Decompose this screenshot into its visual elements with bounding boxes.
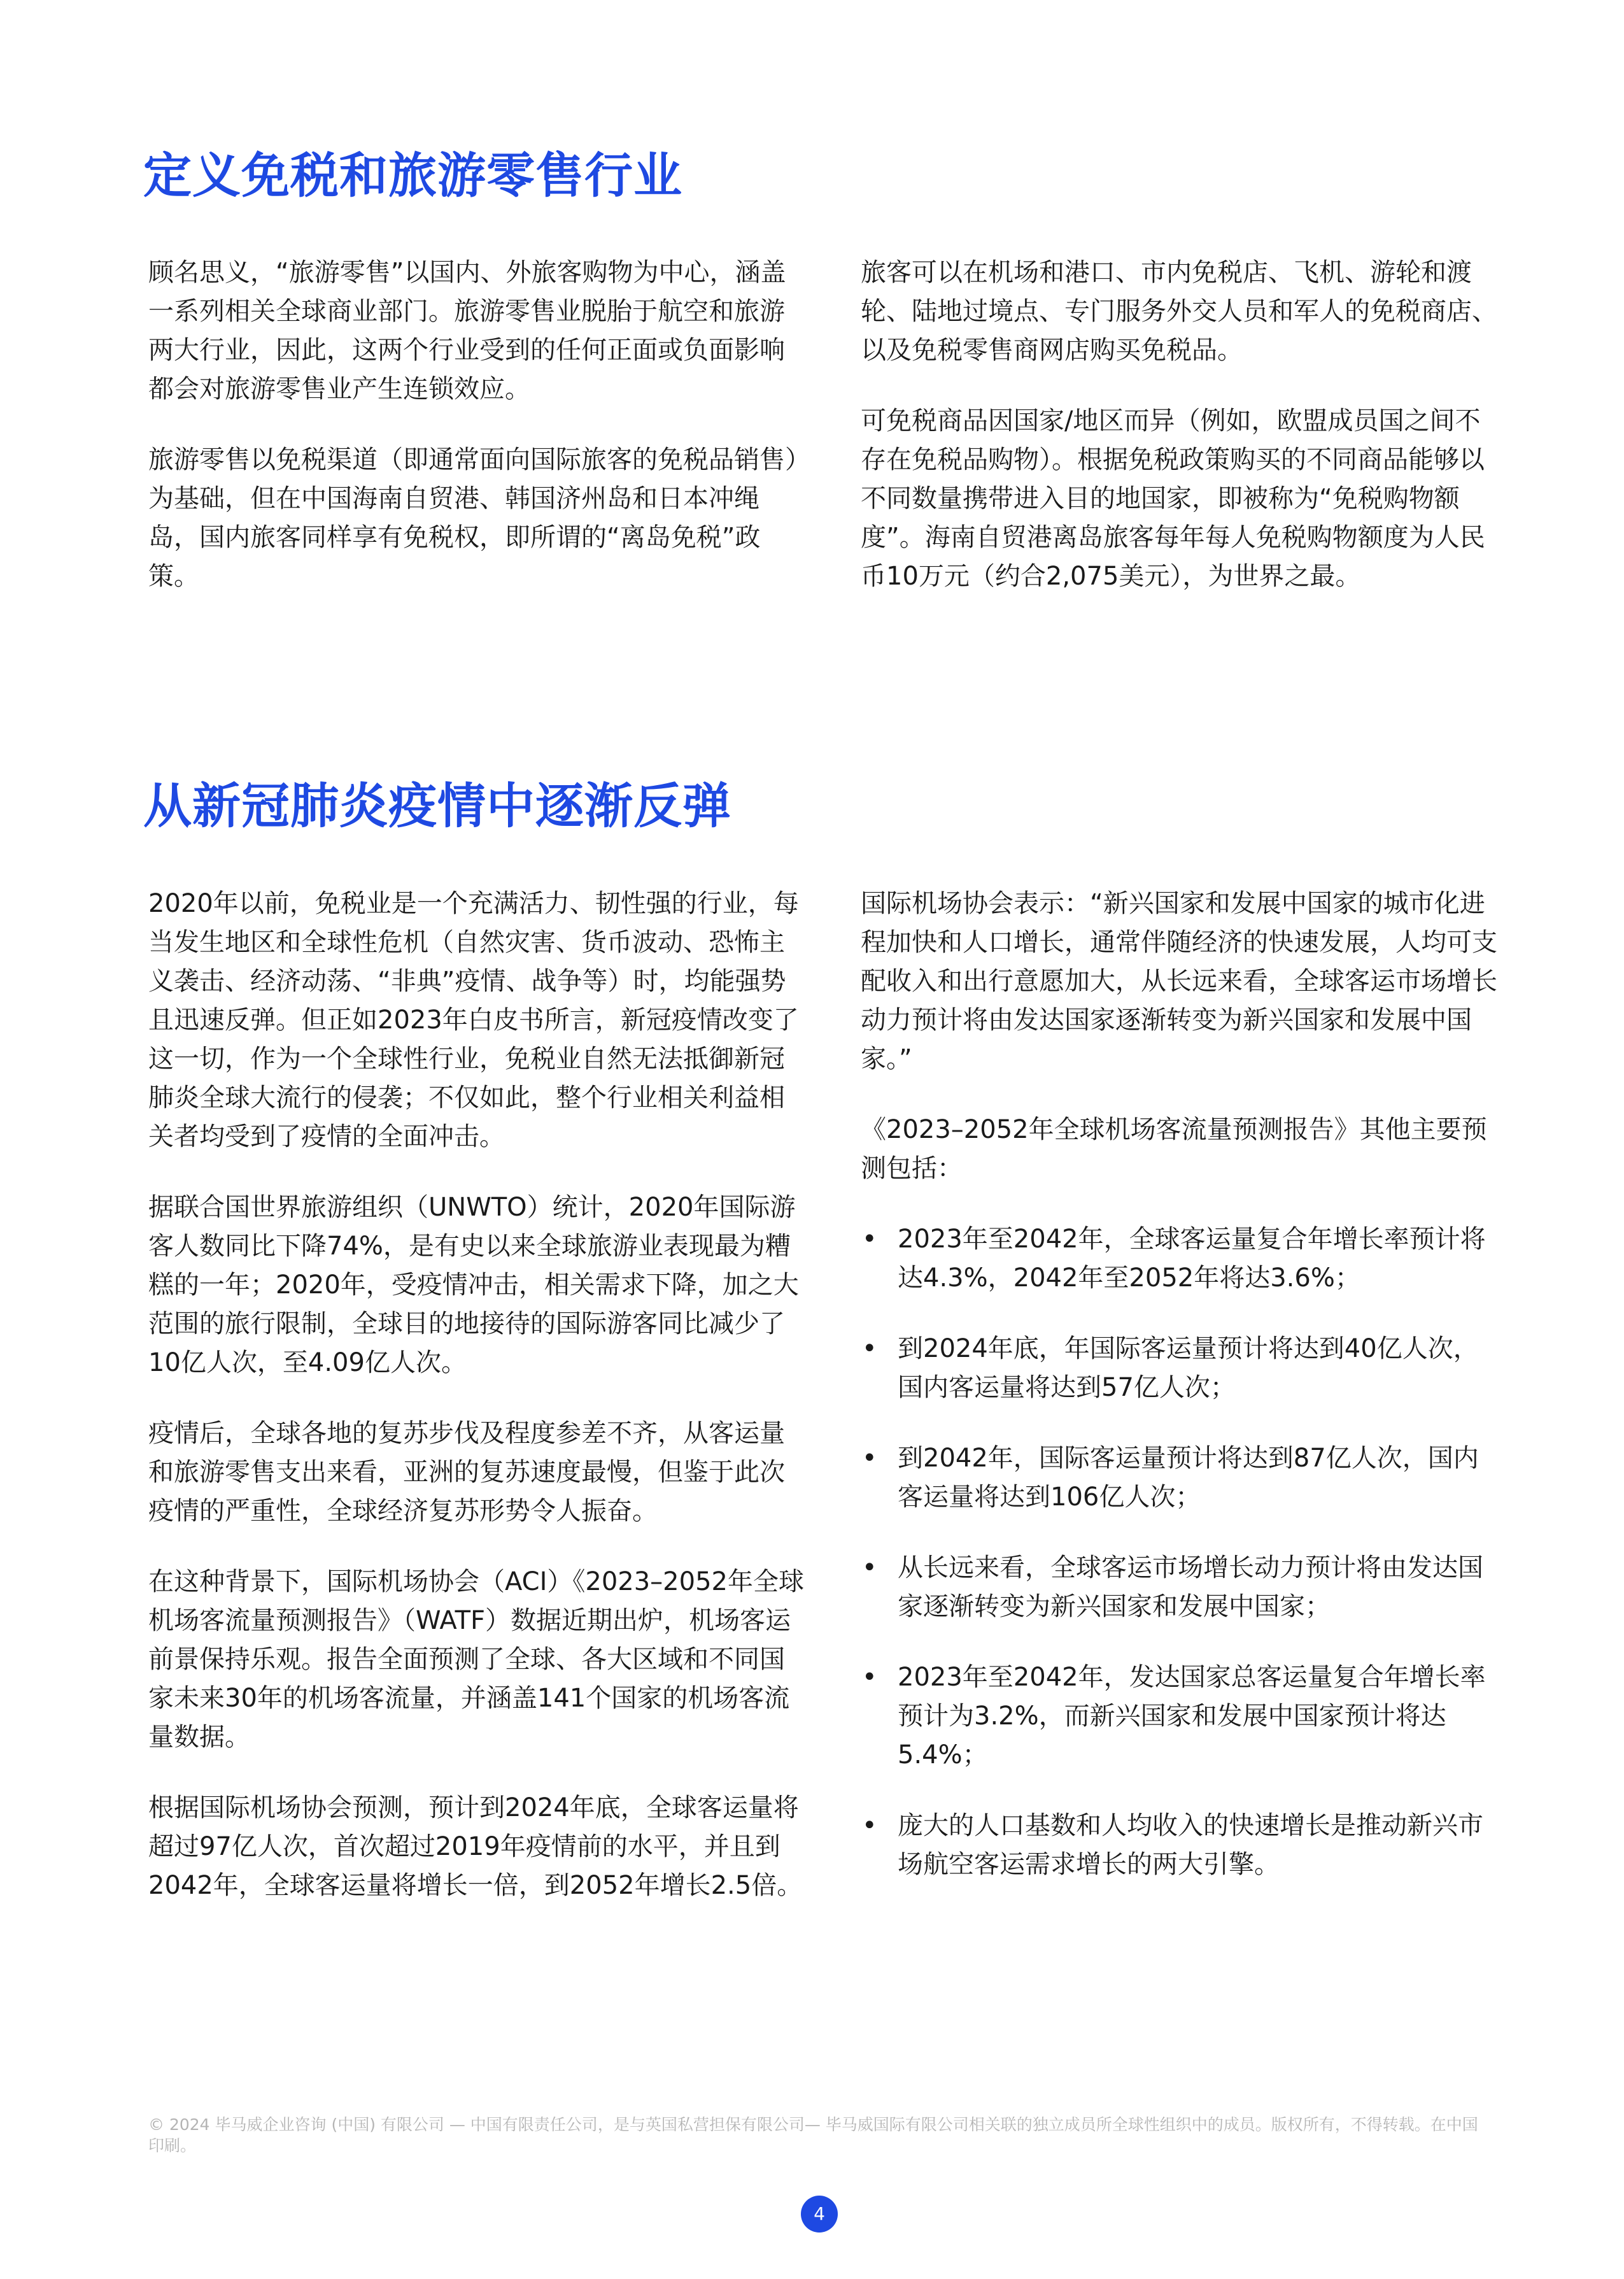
paragraph: 顾名思义，“旅游零售”以国内、外旅客购物为中心，涵盖一系列相关全球商业部门。旅游零售业脱胎于航空和旅游两大行业，因此，这两个行业受到的任何正面或负面影响都会对旅游零售业产生连锁效应。 [148, 258, 786, 404]
paragraph: 疫情后，全球各地的复苏步伐及程度参差不齐，从客运量和旅游零售支出来看，亚洲的复苏速度最慢，但鉴于此次疫情的严重性，全球经济复苏形势令人振奋。 [148, 1419, 785, 1526]
section-title-rebound: 从新冠肺炎疫情中逐渐反弹 [143, 777, 731, 834]
page-number-badge: 4 [801, 2196, 838, 2233]
list-item [861, 1658, 1504, 1775]
list-item [861, 1220, 1504, 1298]
paragraph: 2020年以前，免税业是一个充满活力、韧性强的行业，每当发生地区和全球性危机（自然灾害、货币波动、恐怖主义袭击、经济动荡、“非典”疫情、战争等）时，均能强势且迅速反弹。但正如2023年白皮书所言，新冠疫情改变了这一切，作为一个全球性行业，免税业自然无法抵御新冠肺炎全球大流行的侵袭；不仅如此，整个行业相关利益相关者均受到了疫情的全面冲击。 [148, 889, 799, 1151]
list-item-text: 到2024年底，年国际客运量预计将达到40亿人次，国内客运量将达到57亿人次； [898, 1334, 1479, 1402]
list-item-text: 2023年至2042年，发达国家总客运量复合年增长率预计为3.2%，而新兴国家和发展中国家预计将达5.4%； [898, 1663, 1486, 1770]
paragraph: 根据国际机场协会预测，预计到2024年底，全球客运量将超过97亿人次，首次超过2019年疫情前的水平，并且到2042年，全球客运量将增长一倍，到2052年增长2.5倍。 [148, 1793, 803, 1900]
list-item [861, 1330, 1504, 1407]
section1-right-column [861, 253, 1504, 628]
bullet-icon: • [862, 1444, 877, 1473]
paragraph: 可免税商品因国家/地区而异（例如，欧盟成员国之间不存在免税品购物）。根据免税政策购买的不同商品能够以不同数量携带进入目的地国家，即被称为“免税购物额度”。海南自贸港离岛旅客每年每人免税购物额度为人民币10万元（约合2,075美元），为世界之最。 [861, 406, 1485, 591]
paragraph: 据联合国世界旅游组织（UNWTO）统计，2020年国际游客人数同比下降74%，是有史以来全球旅游业表现最为糟糕的一年；2020年，受疫情冲击，相关需求下降，加之大范围的旅行限制，全球目的地接待的国际游客同比减少了10亿人次，至4.09亿人次。 [148, 1193, 799, 1377]
list-item [861, 1807, 1504, 1884]
list-item [861, 1439, 1504, 1517]
section2-left-column [148, 884, 804, 1937]
list-item [861, 1549, 1504, 1626]
bullet-icon: • [862, 1334, 877, 1363]
paragraph: 旅客可以在机场和港口、市内免税店、飞机、游轮和渡轮、陆地过境点、专门服务外交人员和军人的免税商店、以及免税零售商网店购买免税品。 [861, 258, 1497, 365]
bullet-icon: • [862, 1663, 877, 1692]
list-item-text: 到2042年，国际客运量预计将达到87亿人次，国内客运量将达到106亿人次； [898, 1444, 1479, 1512]
section1-left-column [148, 253, 804, 628]
paragraph: 在这种背景下，国际机场协会（ACI）《2023–2052年全球机场客流量预测报告》（WATF）数据近期出炉，机场客运前景保持乐观。报告全面预测了全球、各大区域和不同国家未来30年的机场客流量，并涵盖141个国家的机场客流量数据。 [148, 1567, 804, 1752]
list-item-text: 庞大的人口基数和人均收入的快速增长是推动新兴市场航空客运需求增长的两大引擎。 [898, 1811, 1483, 1879]
bullet-icon: • [862, 1553, 877, 1582]
list-item-text: 2023年至2042年，全球客运量复合年增长率预计将达4.3%，2042年至2052年将达3.6%； [898, 1225, 1486, 1293]
copyright-notice: © 2024 毕马威企业咨询 (中国) 有限公司 — 中国有限责任公司，是与英国私营担保有限公司— 毕马威国际有限公司相关联的独立成员所全球性组织中的成员。版权所有，不得转载。在中国印刷。 [148, 2115, 1478, 2155]
paragraph: 国际机场协会表示：“新兴国家和发展中国家的城市化进程加快和人口增长，通常伴随经济的快速发展，人均可支配收入和出行意愿加大，从长远来看，全球客运市场增长动力预计将由发达国家逐渐转变为新兴国家和发展中国家。” [861, 889, 1497, 1074]
section2-right-column [861, 884, 1504, 1916]
list-item-text: 从长远来看，全球客运市场增长动力预计将由发达国家逐渐转变为新兴国家和发展中国家； [898, 1553, 1483, 1621]
bullet-icon: • [862, 1811, 877, 1840]
paragraph: 《2023–2052年全球机场客流量预测报告》其他主要预测包括： [861, 1115, 1487, 1183]
forecast-bullet-list [861, 1220, 1504, 1884]
section-title-definition: 定义免税和旅游零售行业 [143, 147, 682, 204]
paragraph: 旅游零售以免税渠道（即通常面向国际旅客的免税品销售）为基础，但在中国海南自贸港、韩国济州岛和日本冲绳岛，国内旅客同样享有免税权，即所谓的“离岛免税”政策。 [148, 445, 798, 591]
bullet-icon: • [862, 1225, 877, 1254]
